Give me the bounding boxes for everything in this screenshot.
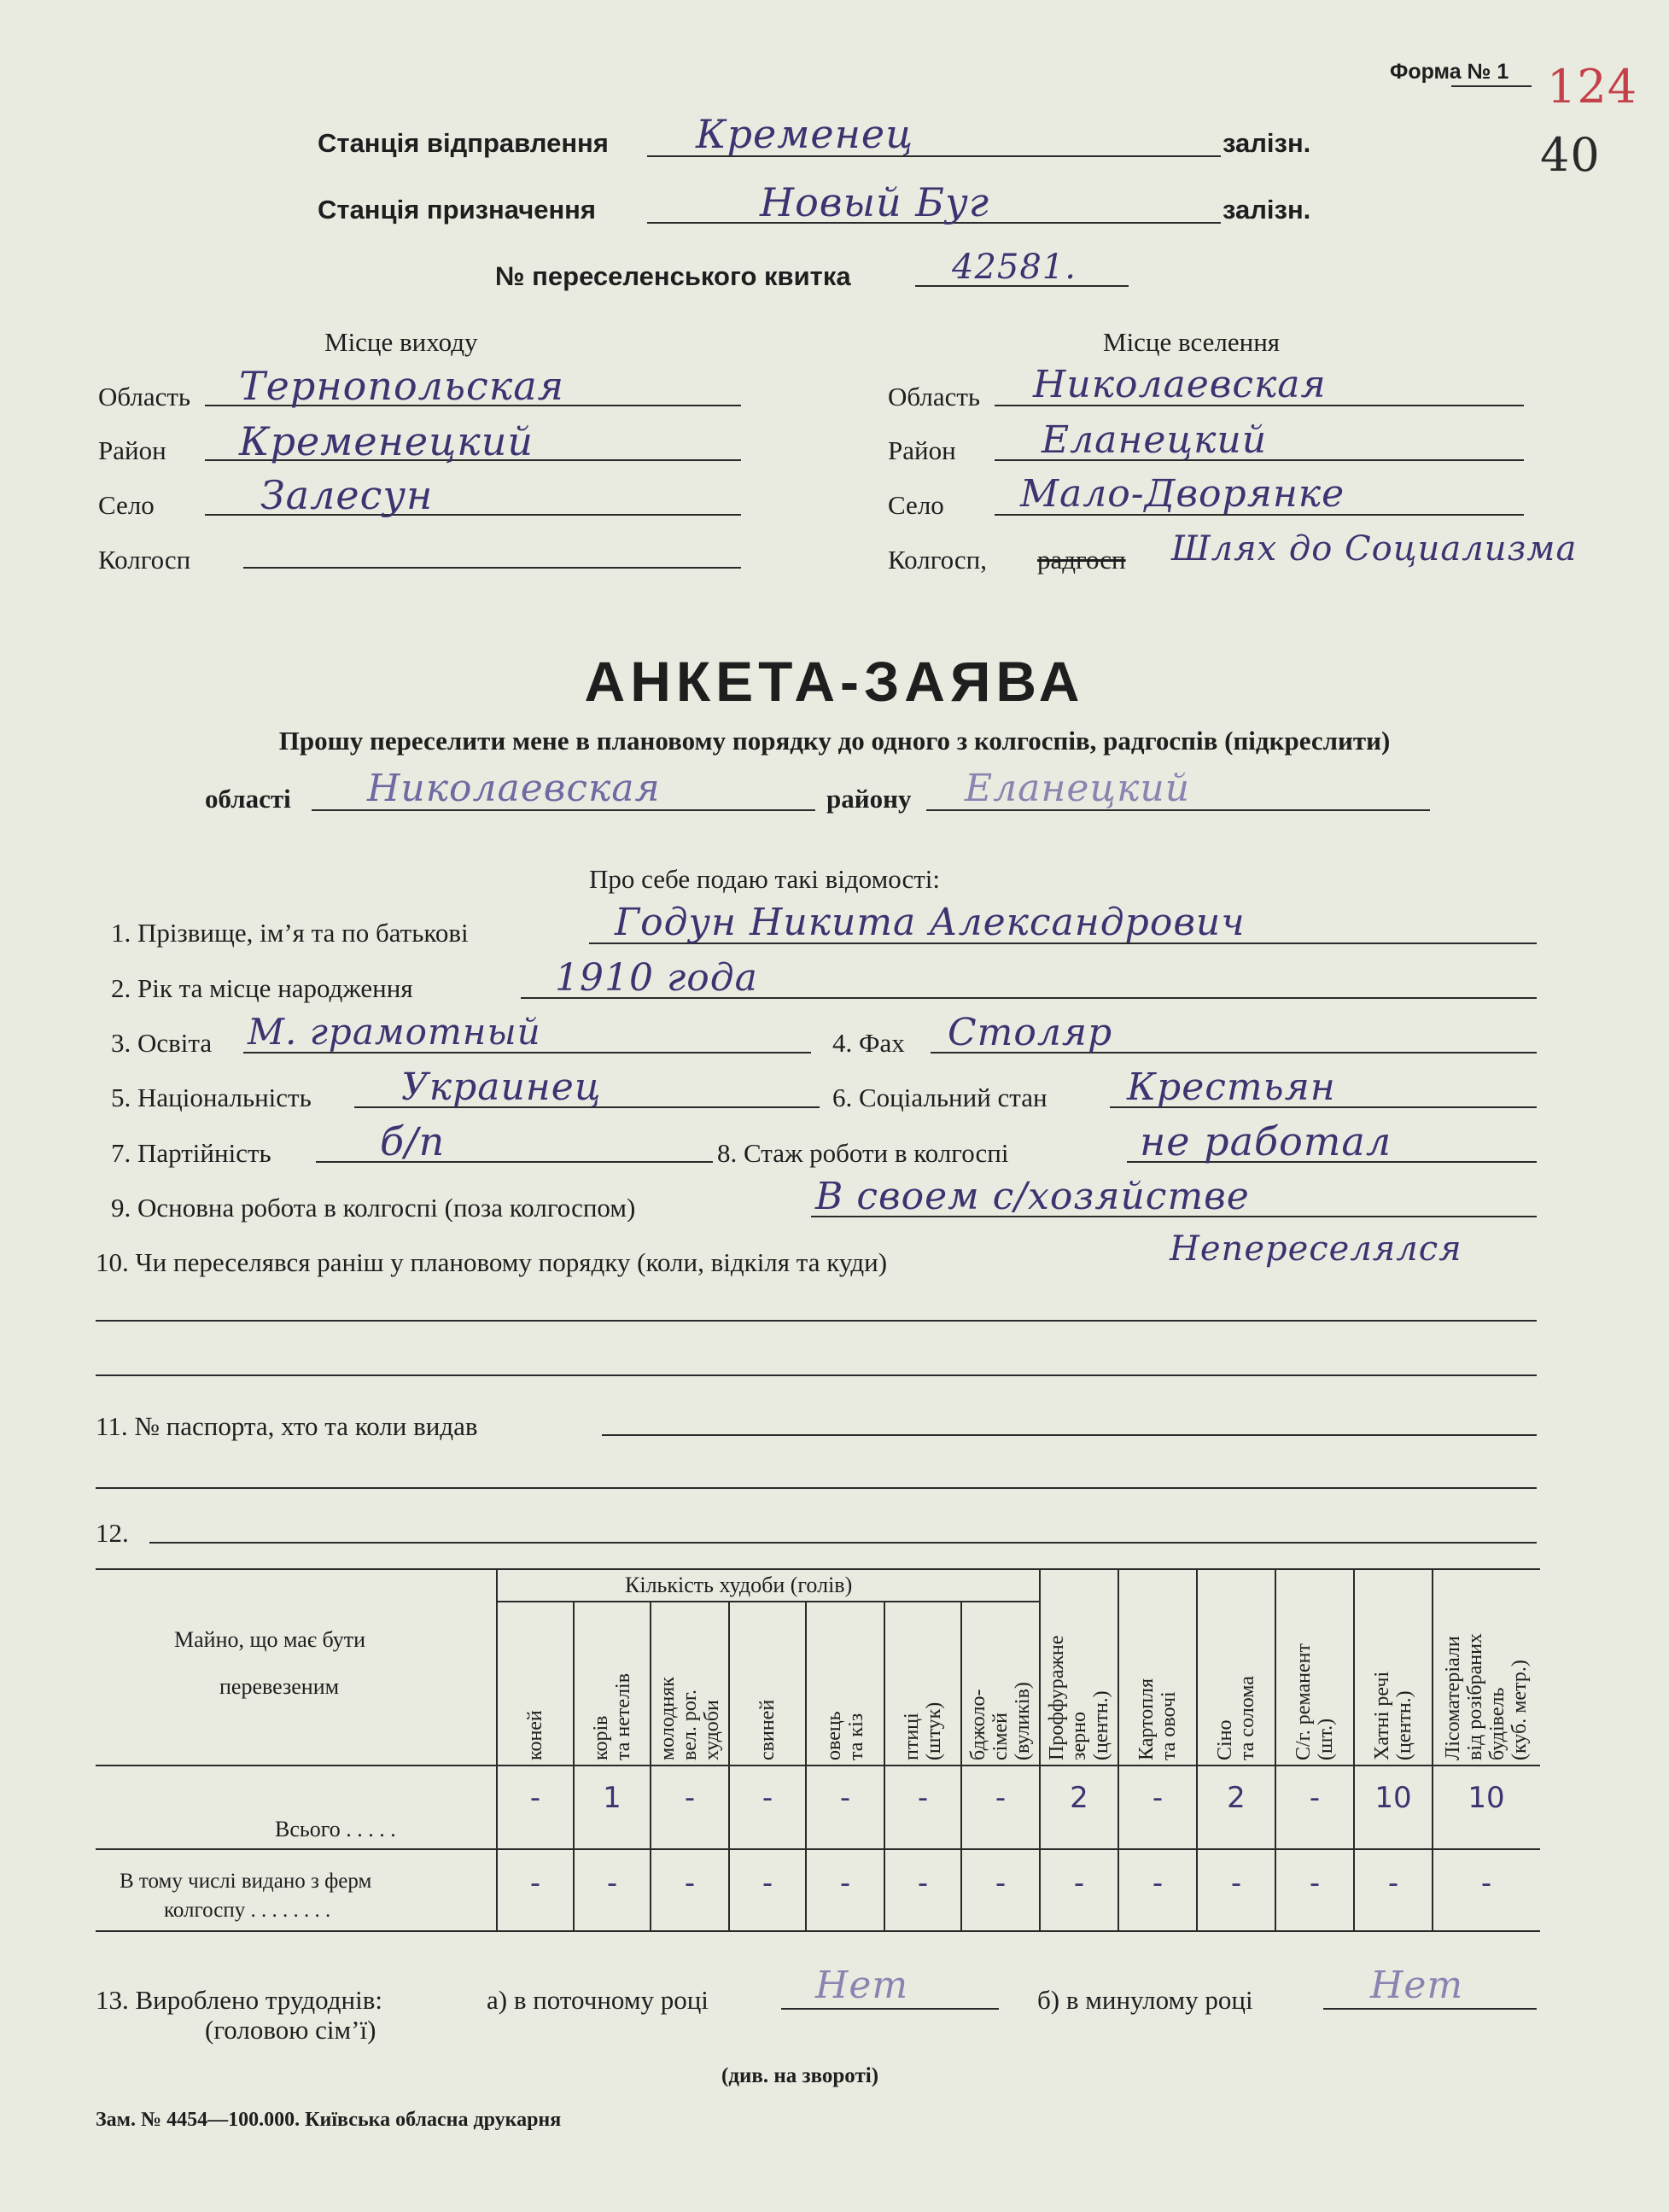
column-header-12 — [1371, 1573, 1415, 1760]
column-header-3-line: молодняк — [657, 1677, 679, 1760]
column-header-4 — [756, 1605, 779, 1760]
column-header-5-line: овець — [823, 1711, 845, 1760]
column-header-8 — [1046, 1573, 1112, 1760]
workdays-last-line — [1323, 2008, 1537, 2010]
column-header-9-line: та овочі — [1158, 1691, 1180, 1760]
origin-oblast-label: Область — [98, 382, 191, 411]
column-header-3-line: худоби — [701, 1700, 723, 1760]
total-cell-9[interactable]: - — [1152, 1781, 1164, 1815]
farm-cell-6[interactable]: - — [917, 1866, 929, 1900]
column-header-10-line: Сіно — [1214, 1719, 1236, 1760]
total-cell-7[interactable]: - — [995, 1781, 1007, 1815]
field-5-label: 5. Національність — [111, 1083, 312, 1112]
field-8-value[interactable]: не работал — [1140, 1118, 1392, 1164]
origin-kolhosp-line — [243, 567, 741, 569]
column-header-9-line: Картопля — [1135, 1678, 1158, 1760]
column-header-8-line: (центн.) — [1090, 1690, 1112, 1760]
column-header-12-line: (центн.) — [1393, 1690, 1415, 1760]
ticket-number-value[interactable]: 42581. — [952, 248, 1077, 287]
departure-station-label: Станція відправлення — [318, 128, 609, 158]
destination-station-value[interactable]: Новый Буг — [760, 179, 990, 225]
destination-raion-label: Район — [888, 435, 956, 465]
farm-cell-12[interactable]: - — [1387, 1866, 1399, 1900]
total-cell-11[interactable]: - — [1309, 1781, 1321, 1815]
document-title: АНКЕТА-ЗАЯВА — [584, 650, 1085, 713]
see-back-note: (див. на звороті) — [721, 2064, 879, 2087]
field-9-label: 9. Основна робота в колгоспі (поза колгоспом) — [111, 1193, 636, 1223]
workdays-current-value[interactable]: Нет — [815, 1964, 909, 2007]
form-number-label: Форма № 1 — [1390, 60, 1509, 84]
total-cell-8[interactable]: 2 — [1070, 1781, 1088, 1815]
field-4-value[interactable]: Столяр — [948, 1011, 1113, 1054]
column-header-6-line: (штук) — [923, 1701, 945, 1760]
column-header-13-line: Лісоматеріали — [1442, 1636, 1464, 1760]
farm-cell-4[interactable]: - — [762, 1866, 773, 1900]
farm-cell-11[interactable]: - — [1309, 1866, 1321, 1900]
column-header-10 — [1214, 1573, 1258, 1760]
departure-rail-suffix: залізн. — [1223, 128, 1311, 158]
farm-cell-13[interactable]: - — [1480, 1866, 1492, 1900]
column-header-8-line: зерно — [1068, 1712, 1090, 1760]
column-header-2-line: та нетелів — [612, 1672, 634, 1760]
column-header-1-line: коней — [524, 1710, 546, 1760]
column-header-7-line: (вуликів) — [1012, 1682, 1034, 1760]
property-label-line-1: Майно, що має бути — [174, 1627, 365, 1652]
column-header-7-line: бджоло- — [967, 1689, 989, 1760]
archive-number-red: 124 — [1547, 60, 1638, 114]
origin-kolhosp-label: Колгосп — [98, 545, 191, 575]
workdays-last-label: б) в минулому році — [1037, 1985, 1253, 2015]
column-header-4-line: свиней — [756, 1699, 779, 1760]
column-header-13-line: (куб. метр.) — [1509, 1660, 1531, 1760]
field-10-label: 10. Чи переселявся раніш у плановому порядку (коли, відкіля та куди) — [96, 1247, 888, 1277]
field-6-value[interactable]: Крестьян — [1127, 1065, 1336, 1109]
column-header-3-line: вел. рог. — [679, 1690, 701, 1760]
field-7-line — [316, 1161, 713, 1163]
origin-raion-label: Район — [98, 435, 166, 465]
field-10-value[interactable]: Непереселялся — [1170, 1229, 1462, 1269]
total-cell-6[interactable]: - — [917, 1781, 929, 1815]
destination-raion-value[interactable]: Еланецкий — [1042, 418, 1268, 462]
field-8-label: 8. Стаж роботи в колгоспі — [717, 1138, 1009, 1168]
archive-number-black: 40 — [1540, 128, 1601, 182]
request-raion-value[interactable]: Еланецкий — [965, 767, 1191, 810]
destination-oblast-value[interactable]: Николаевская — [1033, 363, 1327, 406]
column-header-7 — [967, 1605, 1034, 1760]
workdays-label-sub: (головою сім’ї) — [205, 2015, 376, 2045]
field-12-label: 12. — [96, 1518, 129, 1548]
total-cell-10[interactable]: 2 — [1227, 1781, 1246, 1815]
column-header-13 — [1442, 1573, 1531, 1760]
departure-station-value[interactable]: Кременец — [696, 111, 914, 157]
field-2-label: 2. Рік та місце народження — [111, 973, 413, 1003]
total-cell-3[interactable]: - — [684, 1781, 696, 1815]
total-cell-12[interactable]: 10 — [1374, 1781, 1412, 1815]
destination-radhosp-label: радгосп — [1037, 545, 1126, 575]
destination-station-label: Станція призначення — [318, 195, 596, 225]
field-1-label: 1. Прізвище, ім’я та по батькові — [111, 918, 469, 948]
farm-row-label-2: колгоспу . . . . . . . . — [164, 1899, 331, 1922]
ticket-number-label: № переселенського квитка — [495, 261, 851, 291]
field-9-value[interactable]: В своем с/хозяйстве — [815, 1175, 1250, 1218]
farm-cell-1[interactable]: - — [529, 1866, 541, 1900]
column-header-3 — [657, 1605, 723, 1760]
total-cell-1[interactable]: - — [529, 1781, 541, 1815]
form-number-line — [1451, 85, 1532, 87]
total-cell-13[interactable]: 10 — [1468, 1781, 1505, 1815]
field-1-value[interactable]: Годун Никита Александрович — [615, 901, 1246, 944]
workdays-current-line — [781, 2008, 999, 2010]
field-4-label: 4. Фах — [832, 1028, 905, 1058]
field-2-value[interactable]: 1910 года — [555, 956, 758, 1000]
field-11-line-2 — [96, 1487, 1537, 1489]
column-header-10-line: та солома — [1236, 1676, 1258, 1760]
origin-heading: Місце виходу — [324, 327, 478, 357]
destination-kolhosp-value[interactable]: Шлях до Социализма — [1171, 529, 1578, 569]
destination-rail-suffix: залізн. — [1223, 195, 1311, 225]
total-cell-2[interactable]: 1 — [603, 1781, 621, 1815]
about-heading: Про себе подаю такі відомості: — [589, 864, 941, 894]
farm-cell-2[interactable]: - — [606, 1866, 618, 1900]
property-table — [96, 1567, 1540, 1933]
column-header-5 — [823, 1605, 867, 1760]
field-10-line-1 — [96, 1320, 1537, 1322]
request-raion-label: району — [826, 784, 912, 814]
origin-oblast-value[interactable]: Тернопольская — [239, 363, 565, 409]
field-12-line — [149, 1542, 1537, 1544]
request-oblast-label: області — [205, 784, 291, 814]
total-cell-4[interactable]: - — [762, 1781, 773, 1815]
farm-cell-7[interactable]: - — [995, 1866, 1007, 1900]
column-header-9 — [1135, 1573, 1180, 1760]
column-header-13-line: будівель — [1486, 1687, 1509, 1760]
livestock-header: Кількість худоби (голів) — [625, 1573, 853, 1597]
farm-cell-9[interactable]: - — [1152, 1866, 1164, 1900]
field-11-label: 11. № паспорта, хто та коли видав — [96, 1411, 478, 1441]
printer-imprint: Зам. № 4454—100.000. Київська обласна друкарня — [96, 2109, 562, 2131]
total-row-label: Всього . . . . . — [275, 1817, 396, 1841]
farm-cell-8[interactable]: - — [1073, 1866, 1085, 1900]
column-header-8-line: Проффуражне — [1046, 1635, 1068, 1760]
column-header-11-line: С/г. реманент — [1293, 1643, 1315, 1760]
request-text: Прошу переселити мене в плановому порядку до одного з колгоспів, радгоспів (підкреслити) — [278, 726, 1391, 756]
column-header-5-line: та кіз — [845, 1713, 867, 1760]
column-header-11-line: (шт.) — [1315, 1718, 1337, 1760]
destination-selo-label: Село — [888, 490, 944, 520]
destination-oblast-label: Область — [888, 382, 981, 411]
workdays-last-value[interactable]: Нет — [1370, 1964, 1464, 2007]
field-3-label: 3. Освіта — [111, 1028, 213, 1058]
field-10-line-2 — [96, 1374, 1537, 1376]
destination-kolhosp-label: Колгосп, — [888, 545, 988, 575]
column-header-2-line: корів — [590, 1715, 612, 1760]
destination-selo-value[interactable]: Мало-Дворянке — [1020, 472, 1345, 516]
field-5-value[interactable]: Украинец — [401, 1065, 602, 1109]
origin-selo-label: Село — [98, 490, 155, 520]
column-header-1 — [524, 1605, 546, 1760]
field-3-value[interactable]: М. грамотный — [248, 1011, 541, 1053]
column-header-6-line: птиці — [901, 1713, 923, 1760]
field-11-line-1 — [602, 1434, 1537, 1436]
column-header-13-line: від розібраних — [1464, 1633, 1486, 1760]
farm-row-label-1: В тому числі видано з ферм — [120, 1870, 372, 1893]
workdays-label: 13. Вироблено трудоднів: — [96, 1985, 383, 2015]
origin-raion-value[interactable]: Кременецкий — [239, 418, 534, 464]
total-cell-5[interactable]: - — [839, 1781, 851, 1815]
column-header-12-line: Хатні речі — [1371, 1671, 1393, 1760]
origin-selo-value[interactable]: Залесун — [260, 472, 434, 518]
farm-cell-5[interactable]: - — [839, 1866, 851, 1900]
column-header-2 — [590, 1605, 634, 1760]
request-oblast-value[interactable]: Николаевская — [367, 767, 661, 810]
property-label-line-2: перевезеним — [219, 1674, 340, 1699]
farm-cell-10[interactable]: - — [1230, 1866, 1242, 1900]
column-header-11 — [1293, 1573, 1337, 1760]
field-7-value[interactable]: б/п — [380, 1118, 446, 1164]
column-header-6 — [901, 1605, 945, 1760]
field-6-label: 6. Соціальний стан — [832, 1083, 1048, 1112]
column-header-7-line: сімей — [989, 1712, 1012, 1760]
destination-heading: Місце вселення — [1103, 327, 1281, 357]
farm-cell-3[interactable]: - — [684, 1866, 696, 1900]
field-7-label: 7. Партійність — [111, 1138, 271, 1168]
workdays-current-label: а) в поточному році — [487, 1985, 709, 2015]
